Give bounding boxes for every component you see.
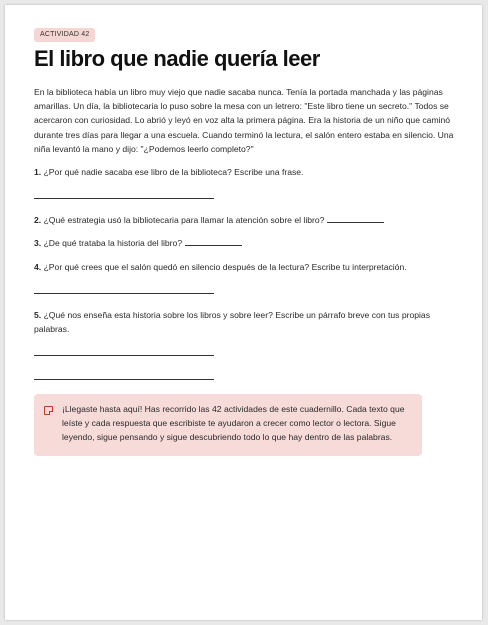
question-2 [34, 213, 454, 227]
question-text: ¿Por qué nadie sacaba ese libro de la biblioteca? Escribe una frase. [43, 167, 304, 177]
closing-note-text: ¡Llegaste hasta aquí! Has recorrido las 42 actividades de este cuadernillo. Cada texto que leíste y cada respuesta que escribiste te ayudaron a crecer como lector o lectora. Sigue leyendo, sigue pensando y sigue descubriendo todo lo que hay dentro de las palabras. [62, 404, 405, 443]
answer-line-4[interactable] [34, 293, 214, 294]
page-title: El libro que nadie quería leer [34, 46, 320, 71]
answer-line-2[interactable] [327, 222, 384, 223]
question-number: 2. [34, 215, 42, 225]
answer-line-5a[interactable] [34, 355, 214, 356]
question-text: ¿Qué nos enseña esta historia sobre los libros y sobre leer? Escribe un párrafo breve con tus propias palabras. [34, 310, 431, 335]
question-number: 1. [34, 167, 42, 177]
question-4 [34, 260, 454, 274]
closing-note [34, 394, 422, 456]
note-icon [44, 406, 53, 415]
question-number: 3. [34, 238, 42, 248]
question-text: ¿Por qué crees que el salón quedó en silencio después de la lectura? Escribe tu interpretación. [43, 262, 407, 272]
worksheet-page [5, 5, 482, 620]
reading-passage: En la biblioteca había un libro muy viejo que nadie sacaba nunca. Tenía la portada manchada y las páginas amarillas. Un día, la bibliotecaria lo puso sobre la mesa con un letrero: "Este libro tiene un secreto." Todos se acercaron con curiosidad. Lo abrió y leyó en voz alta la primera página. Era la historia de un niño que caminó durante tres días para llegar a una escuela. Cuando terminó la lectura, el salón entero estaba en silencio. Una niña levantó la mano y dijo: "¿Podemos leerlo completo?" [34, 87, 454, 154]
question-1 [34, 165, 454, 179]
question-3 [34, 236, 454, 250]
answer-line-3[interactable] [185, 245, 242, 246]
question-text: ¿De qué trataba la historia del libro? [43, 238, 183, 248]
question-5 [34, 308, 454, 336]
answer-line-5b[interactable] [34, 379, 214, 380]
question-number: 5. [34, 310, 42, 320]
activity-badge: ACTIVIDAD 42 [34, 28, 95, 42]
question-text: ¿Qué estrategia usó la bibliotecaria para llamar la atención sobre el libro? [43, 215, 325, 225]
question-number: 4. [34, 262, 42, 272]
answer-line-1[interactable] [34, 198, 214, 199]
